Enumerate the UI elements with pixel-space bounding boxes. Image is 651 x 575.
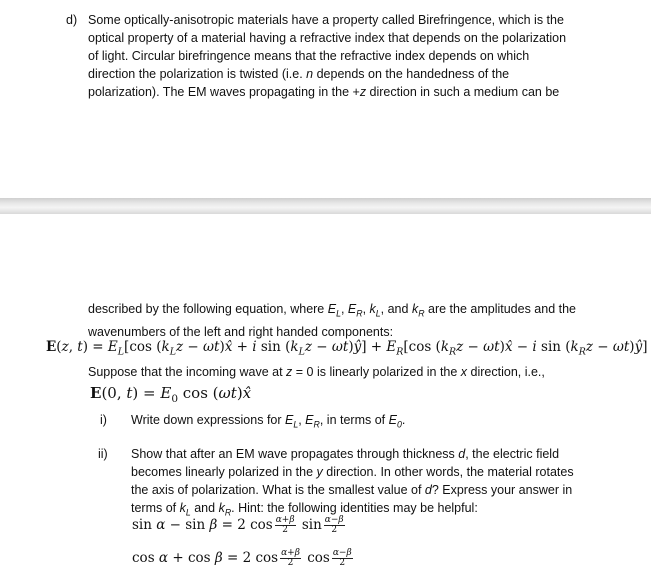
part-d-line-1: Some optically-anisotropic materials have a property called Birefringence, which is the — [88, 13, 564, 27]
continuation-line-1: described by the following equation, where $E_L$, $E_R$, $k_L$, and $k_R$ are the amplitudes and the — [88, 302, 577, 319]
page-bottom — [0, 214, 651, 575]
continuation-text — [88, 300, 628, 341]
identity-cosine: cos α + cos β = 2 cos $\frac{\alpha+\beta}{2}$ cos $\frac{\alpha-\beta}{2}$ — [132, 548, 352, 568]
part-d-text — [88, 11, 608, 101]
initial-condition-equation: E(0, $t) = E_0$ cos (ωt)x̂ — [90, 384, 252, 405]
identity-sine: sin α − sin β = 2 cos $\frac{\alpha+\beta}{2}$ sin $\frac{\alpha-\beta}{2}$ — [132, 515, 344, 535]
part-d-line-5: polarization). The EM waves propagating in the +z direction in such a medium can be — [88, 85, 560, 99]
sub-ii-line-2: becomes linearly polarized in the y direction. In other words, the material rotates — [131, 465, 574, 479]
part-d-line-2: optical property of a material having a refractive index that depends on the polarization — [88, 31, 567, 45]
suppose-text: Suppose that the incoming wave at z = 0 is linearly polarized in the x direction, i.e., — [88, 365, 545, 379]
sub-i-label: i) — [100, 413, 107, 427]
main-equation: E(z, $t) = E_L[\cos$ ($k_Lz$ − ωt)x̂ + i $\sin (k_Lz$ − ωt)ŷ] + $E_R[\cos$ ($k_Rz$ − ωt)x̂ − i $\sin (k_Rz$ − ωt)ŷ] — [46, 339, 648, 358]
page-break — [0, 198, 651, 214]
part-d-line-4: direction the polarization is twisted (i.e. n depends on the handedness of the — [88, 67, 510, 81]
sub-ii-line-4: terms of $k_L$ and $k_R$. Hint: the following identities may be helpful: — [131, 501, 478, 518]
sub-ii-line-3: the axis of polarization. What is the smallest value of d? Express your answer in — [131, 483, 573, 497]
part-d-line-3: of light. Circular birefringence means that the refractive index depends on which — [88, 49, 530, 63]
sub-ii-text — [131, 445, 611, 522]
sub-ii-label: ii) — [98, 447, 108, 461]
page-top — [0, 0, 651, 198]
sub-ii-line-1: Show that after an EM wave propagates through thickness d, the electric field — [131, 447, 560, 461]
continuation-line-2: wavenumbers of the left and right handed components: — [88, 324, 394, 339]
part-d-label: d) — [66, 13, 78, 27]
sub-i-text: Write down expressions for $E_L$, $E_R$, in terms of $E_0$. — [131, 413, 406, 430]
